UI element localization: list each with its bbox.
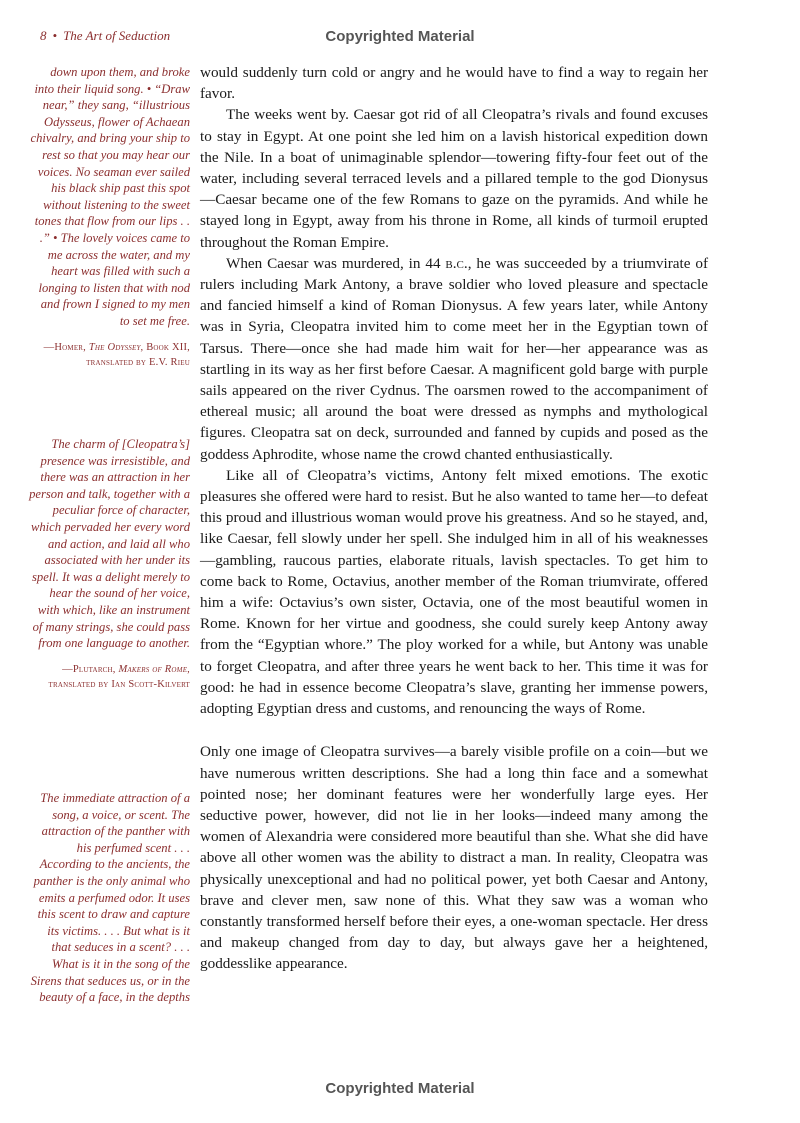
paragraph: Like all of Cleopatra’s victims, Antony felt mixed emotions. The exotic pleasures she offered were hard to resist. But he also wanted to tame her—to defeat this proud and illustrious woman would prove his greatness. And so he stayed, and, like Caesar, fell slowly under her spell. She indulged him in all of his weaknesses—gambling, raucous parties, elaborate rituals, lavish spectacles. To get him to come back to Rome, Octavius, another member of the Roman triumvirate, offered him a wife: Octavius’s own sister, Octavia, one of the most beautiful women in Rome. Known for her virtue and goodness, she could surely keep Antony away from the “Egyptian whore.” The ploy worked for a while, but Antony was unable to forget Cleopatra, and after three years he went back to her. This time it was for good: he had in essence become Cleopatra’s slave, granting her immense powers, adopting Egyptian dress and customs, and renouncing the ways of Rome. — [200, 466, 708, 718]
sidebar-quote-odyssey — [28, 64, 190, 371]
paragraph: Only one image of Cleopatra survives—a barely visible profile on a coin—but we have numerous written descriptions. She had a long thin face and a somewhat pointed nose; her dominant features were her wonderfully large eyes. Her seductive power, however, did not lie in her looks—indeed many among the women of Alexandria were considered more beautiful than she. What she did have above all other women was the ability to distract a man. In reality, Cleopatra was physically unexceptional and had no political power, yet both Caesar and Antony, brave and clever men, saw none of this. What they saw was a woman who constantly transformed herself before their eyes, a one-woman spectacle. Her dress and makeup changed from day to day, but always gave her a heightened, goddesslike appearance. — [200, 743, 708, 973]
bullet-separator-icon: • — [52, 28, 58, 43]
sidebar-quote-text: The charm of [Cleopatra’s] presence was irresistible, and there was an attraction in her person and talk, together with a peculiar force of character, which pervaded her every word and action, and laid all who associated with her under its spell. It was a delight merely to hear the sound of her voice, with which, like an instrument of many strings, she could pass from one language to another. — [29, 437, 190, 651]
paragraph: When Caesar was murdered, in 44 b.c., he was succeeded by a triumvirate of rulers including Mark Antony, a brave soldier who loved pleasure and spectacle and fancied himself a kind of Roman Dionysus. A few years later, while Antony was in Syria, Cleopatra invited him to come meet her in the Egyptian town of Tarsus. There—once she had made him wait for her—her appearance was as startling in its way as her first before Caesar. A magnificent gold barge with purple sails appeared on the river Cydnus. The oarsmen rowed to the accompaniment of ethereal music; all around the boat were dressed as nymphs and mythological figures. Cleopatra sat on deck, surrounded and fanned by cupids and posed as the goddess Aphrodite, whose name the crowd chanted enthusiastically. — [200, 254, 708, 463]
book-title: The Art of Seduction — [63, 28, 171, 43]
sidebar-quote-plutarch — [28, 436, 190, 693]
sidebar-quote-scent — [28, 790, 190, 1006]
watermark-bottom: Copyrighted Material — [325, 1080, 475, 1097]
watermark-top: Copyrighted Material — [325, 28, 475, 45]
paragraph: The weeks went by. Caesar got rid of all Cleopatra’s rivals and found excuses to stay in Egypt. At one point she led him on a lavish historical expedition down the Nile. In a boat of unimaginable splendor—towering fifty-four feet out of the water, including several terraced levels and a pillared temple to the god Dionysus—Caesar became one of the few Romans to gaze on the pyramids. And while he stayed long in Egypt, away from his throne in Rome, all kinds of turmoil erupted throughout the Roman Empire. — [200, 106, 708, 251]
sidebar-attribution: —Plutarch, Makers of Rome, translated by Ian Scott-Kilvert — [48, 663, 190, 691]
sidebar-quote-text: The immediate attraction of a song, a voice, or scent. The attraction of the panther with his perfumed scent . . . According to the ancients, the panther is the only animal who emits a perfumed odor. It uses this scent to draw and capture its victims. . . . But what is it that seduces in a scent? . . . What is it in the song of the Sirens that seduces us, or in the beauty of a face, in the depths — [30, 791, 190, 1005]
paragraph: would suddenly turn cold or angry and he would have to find a way to regain her favor. — [200, 64, 708, 103]
sidebar-attribution: —Homer, The Odyssey, Book XII, translated by E.V. Rieu — [43, 341, 190, 368]
sidebar-quote-text: down upon them, and broke into their liquid song. • “Draw near,” they sang, “illustrious Odysseus, flower of Achaean chivalry, and bring your ship to rest so that you may hear our voices. No seaman ever sailed his black ship past this spot without listening to the sweet tones that flow from our lips . . .” • The lovely voices came to me across the water, and my heart was filled with such a longing to listen that with nod and frown I signed to my men to set me free. — [30, 65, 190, 328]
main-body-text — [200, 62, 708, 975]
page-number: 8 — [40, 28, 47, 43]
